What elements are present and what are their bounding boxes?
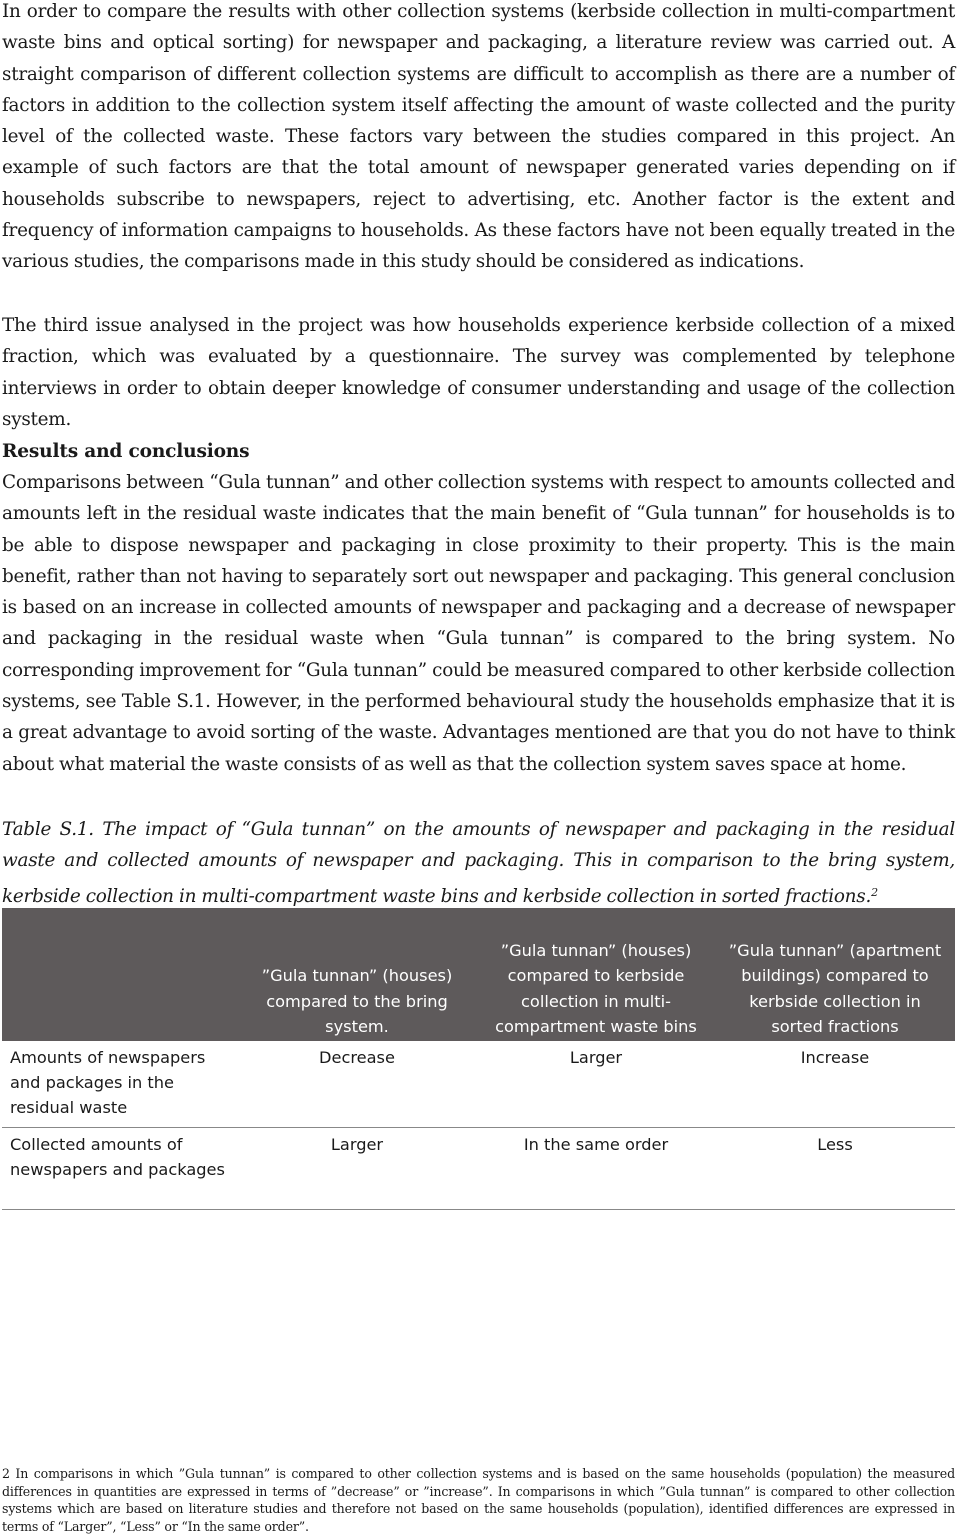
paragraph-questionnaire: The third issue analysed in the project was how households experience kerbside collection of a mixed fraction, which was evaluated by a questionnaire. The survey was complemented by telephone interviews in order to obtain deeper knowledge of consumer understanding and usage of the collection system. — [2, 315, 955, 430]
table-cell: Less — [715, 1127, 955, 1209]
table-caption-text: Table S.1. The impact of “Gula tunnan” on the amounts of newspaper and packaging in the residual waste and collected amounts of newspaper and packaging. This in comparison to the bring system, kerbside collection in multi-compartment waste bins and kerbside collection in sorted fractions. — [2, 819, 955, 907]
table-caption — [2, 814, 955, 912]
table-cell: In the same order — [477, 1127, 715, 1209]
table-header-bring-system: ”Gula tunnan” (houses) compared to the bring system. — [237, 908, 477, 1041]
footnote: 2 In comparisons in which ”Gula tunnan” is compared to other collection systems and is based on the same households (population) the measured differences in quantities are expressed in terms of ”decrease” or ”increase”. In comparisons in which ”Gula tunnan” is compared to other collection systems which are based on literature studies and therefore not based on the same households (population), identified differences are expressed in terms of “Larger”, “Less” or “In the same order”. — [2, 1466, 955, 1534]
paragraph-results: Comparisons between “Gula tunnan” and other collection systems with respect to amounts collected and amounts left in the residual waste indicates that the main benefit of “Gula tunnan” for households is to be able to dispose newspaper and packaging in close proximity to their property. This is the main benefit, rather than not having to separately sort out newspaper and packaging. This general conclusion is based on an increase in collected amounts of newspaper and packaging and a decrease of newspaper and packaging in the residual waste when “Gula tunnan” is compared to the bring system. No corresponding improvement for “Gula tunnan” could be measured compared to other kerbside collection systems, see Table S.1. However, in the performed behavioural study the households emphasize that it is a great advantage to avoid sorting of the waste. Advantages mentioned are that you do not have to think about what material the waste consists of as well as that the collection system saves space at home. — [2, 472, 955, 775]
table-row — [2, 1127, 955, 1209]
footnote-mark: 2 — [871, 885, 878, 899]
comparison-table — [2, 908, 955, 1210]
table-header-row — [2, 908, 955, 1041]
table-cell: Decrease — [237, 1041, 477, 1127]
table-row — [2, 1041, 955, 1127]
table-cell: Larger — [237, 1127, 477, 1209]
row-label: Collected amounts of newspapers and packages — [2, 1127, 237, 1209]
table-header-multi-compartment: ”Gula tunnan” (houses) compared to kerbside collection in multi-compartment waste bins — [477, 908, 715, 1041]
paragraph-literature-review: In order to compare the results with other collection systems (kerbside collection in multi-compartment waste bins and optical sorting) for newspaper and packaging, a literature review was carried out. A straight comparison of different collection systems are difficult to accomplish as there are a number of factors in addition to the collection system itself affecting the amount of waste collected and the purity level of the collected waste. These factors vary between the studies compared in this project. An example of such factors are that the total amount of newspaper generated varies depending on if households subscribe to newspapers, reject to advertising, etc. Another factor is the extent and frequency of information campaigns to households. As these factors have not been equally treated in the various studies, the comparisons made in this study should be considered as indications. — [2, 1, 955, 273]
row-label: Amounts of newspapers and packages in the residual waste — [2, 1041, 237, 1127]
table-header-blank — [2, 908, 237, 1041]
table-cell: Larger — [477, 1041, 715, 1127]
table-cell: Increase — [715, 1041, 955, 1127]
section-heading-results: Results and conclusions — [2, 441, 250, 462]
table-header-sorted-fractions: ”Gula tunnan” (apartment buildings) compared to kerbside collection in sorted fractions — [715, 908, 955, 1041]
